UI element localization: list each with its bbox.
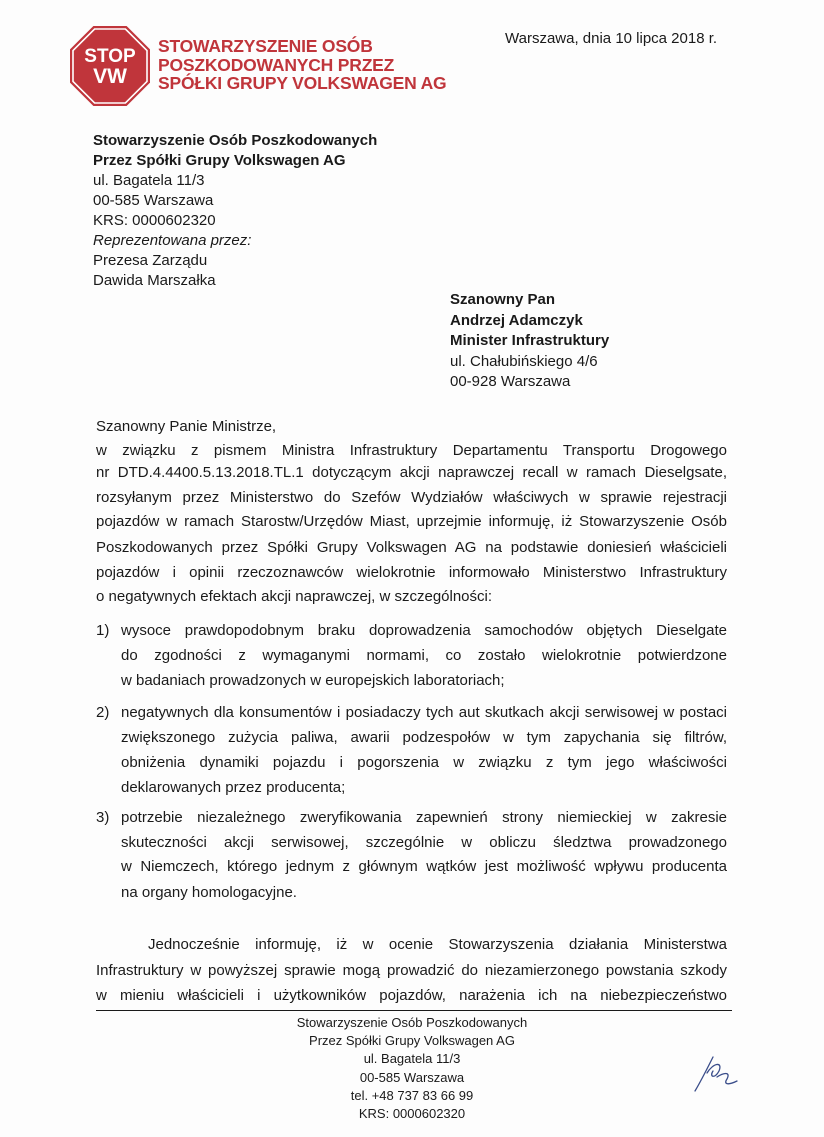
- sender-address-block: [93, 131, 377, 291]
- recipient-city: 00-928 Warszawa: [450, 373, 571, 390]
- footer-divider: [96, 1010, 732, 1011]
- sender-krs: KRS: 0000602320: [93, 212, 216, 229]
- recipient-address-block: [450, 290, 609, 393]
- paragraph-line: Jednocześnie informuję, iż w ocenie Stowarzyszenia działania Ministerstwa: [148, 936, 727, 953]
- list-item-line: do zgodności z wymaganymi normami, co zostało wielokrotnie potwierdzone: [121, 647, 727, 664]
- logo-stop-text: STOP: [84, 46, 136, 67]
- sender-street: ul. Bagatela 11/3: [93, 172, 205, 189]
- logo-name-line: SPÓŁKI GRUPY VOLKSWAGEN AG: [158, 73, 447, 93]
- logo-name-line: POSZKODOWANYCH PRZEZ: [158, 54, 395, 75]
- footer-line: Stowarzyszenie Osób Poszkodowanych: [296, 1015, 528, 1030]
- sender-representative: Prezesa Zarządu: [93, 252, 208, 269]
- recipient-name: Andrzej Adamczyk: [450, 311, 583, 329]
- stop-vw-logo: [70, 26, 150, 106]
- list-item-line: potrzebie niezależnego zweryfikowania zapewnień strony niemieckiej w zakresie: [121, 809, 727, 826]
- list-item-line: deklarowanych przez producenta;: [121, 779, 346, 796]
- sender-name-line: Stowarzyszenie Osób Poszkodowanych: [93, 132, 378, 149]
- logo-vw-text: VW: [93, 65, 127, 88]
- paragraph-line: o negatywnych efektach akcji naprawczej, w szczególności:: [96, 588, 493, 605]
- list-item-number: 3): [96, 809, 110, 826]
- logo-wordmark: [158, 37, 446, 93]
- list-item-line: na organy homologacyjne.: [121, 884, 297, 901]
- list-item-line: zwiększonego zużycia paliwa, awarii podzespołów w tym zapychania się filtrów,: [121, 729, 727, 746]
- sender-representative: Dawida Marszałka: [93, 272, 216, 289]
- sender-represented-by: Reprezentowana przez:: [93, 232, 252, 249]
- sender-name-line: Przez Spółki Grupy Volkswagen AG: [93, 152, 346, 169]
- list-item-line: skuteczności akcji serwisowej, szczególnie w obliczu śledztwa prowadzonego: [121, 834, 727, 851]
- paragraph-line: rozsyłanym przez Ministerstwo do Szefów Wydziałów właściwych w sprawie rejestracji: [96, 489, 727, 506]
- footer-city: 00-585 Warszawa: [359, 1069, 465, 1085]
- paragraph-line: Infrastruktury w powyższej sprawie mogą prowadzić do niezamierzonego powstania szkody: [96, 962, 727, 979]
- list-item-line: obniżenia dynamiki pojazdu i pogorszenia w związku z tym jego właściwości: [121, 754, 727, 771]
- paragraph-line: pojazdów i opinii rzeczoznawców wielokrotnie informowało Ministerstwo Infrastruktury: [96, 564, 727, 581]
- recipient-salutation: Szanowny Pan: [450, 291, 556, 308]
- paragraph-line: nr DTD.4.4400.5.13.2018.TL.1 dotyczącym akcji naprawczej recall w ramach Dieselgsate,: [96, 464, 727, 481]
- paragraph-line: pojazdów w ramach Starostw/Urzędów Miast, uprzejmie informuję, iż Stowarzyszenie Osób: [96, 513, 727, 530]
- paragraph-line: w mieniu właścicieli i użytkowników pojazdów, narażenia ich na niebezpieczeństwo: [96, 987, 727, 1004]
- list-item-number: 1): [96, 622, 110, 639]
- letter-greeting: Szanowny Panie Ministrze,: [96, 418, 277, 435]
- logo-name-line: STOWARZYSZENIE OSÓB: [158, 36, 373, 56]
- footer-phone: tel. +48 737 83 66 99: [350, 1087, 474, 1103]
- list-item-line: wysoce prawdopodobnym braku doprowadzenia samochodów objętych Dieselgate: [121, 622, 727, 639]
- recipient-street: ul. Chałubińskiego 4/6: [450, 352, 598, 370]
- handwritten-signature: [693, 1053, 739, 1093]
- list-item-number: 2): [96, 704, 110, 721]
- recipient-title: Minister Infrastruktury: [450, 332, 610, 349]
- paragraph-line: w związku z pismem Ministra Infrastruktury Departamentu Transportu Drogowego: [96, 442, 727, 459]
- list-item-line: w badaniach prowadzonych w europejskich laboratoriach;: [121, 672, 505, 689]
- letter-date: Warszawa, dnia 10 lipca 2018 r.: [505, 30, 718, 47]
- list-item-line: w Niemczech, którego jednym z głównym wątków jest możliwość wpływu producenta: [121, 858, 727, 875]
- sender-city: 00-585 Warszawa: [93, 192, 214, 209]
- paragraph-line: Poszkodowanych przez Spółki Grupy Volkswagen AG na podstawie doniesień właścicieli: [96, 539, 727, 556]
- footer-line: Przez Spółki Grupy Volkswagen AG: [309, 1033, 515, 1049]
- footer-street: ul. Bagatela 11/3: [363, 1051, 461, 1067]
- list-item-line: negatywnych dla konsumentów i posiadaczy tych aut skutkach akcji serwisowej w postaci: [121, 704, 727, 721]
- footer-krs: KRS: 0000602320: [358, 1106, 466, 1122]
